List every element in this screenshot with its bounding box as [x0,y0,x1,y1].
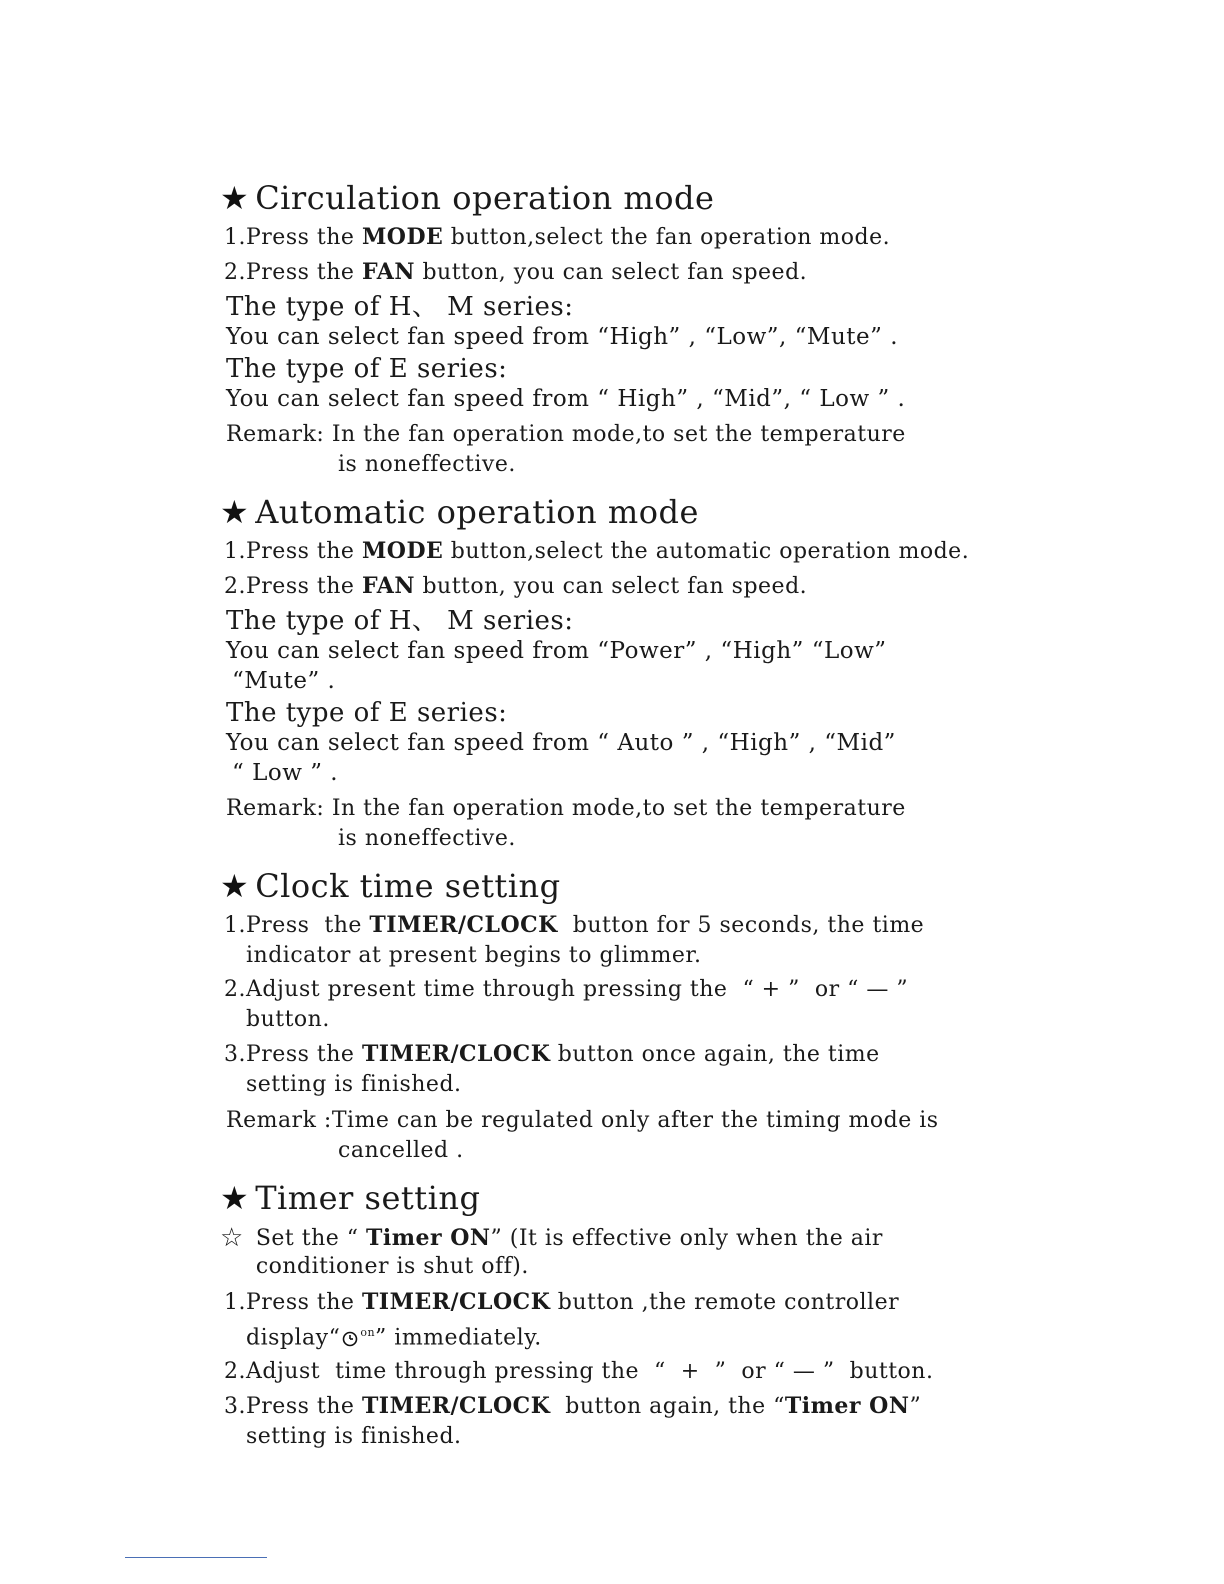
clock-heading [220,866,1000,906]
circulation-e-title: The type of E series: [226,354,508,384]
footer-divider [125,1557,267,1558]
circulation-e-text: You can select fan speed from “ High” , “Mid”, “ Low ” . [226,386,906,412]
automatic-step-1: 1.Press the MODE button,select the automatic operation mode. [224,538,970,564]
circulation-step-1: 1.Press the MODE button,select the fan operation mode. [224,224,891,250]
timer-heading [220,1178,1000,1218]
star-icon: ★ [220,493,250,531]
automatic-remark: Remark: In the fan operation mode,to set the temperature is noneffective. [226,796,906,851]
timer-step-3: 3.Press the TIMER/CLOCK button again, the “Timer ON” setting is finished. [224,1393,922,1450]
clock-step-2: 2.Adjust present time through pressing the “ + ” or “ — ” button. [224,977,909,1032]
hollow-star-icon: ☆ [220,1223,244,1253]
automatic-e-title: The type of E series: [226,698,508,728]
circulation-hm-title: The type of H、 M series: [226,292,574,322]
timer-on-note: ☆ Set the “ Timer ON” (It is effective only when the air conditioner is shut off). [220,1223,883,1279]
star-icon: ★ [220,867,250,905]
clock-step-3: 3.Press the TIMER/CLOCK button once again, the time setting is finished. [224,1041,880,1097]
timer-step-1: 1.Press the TIMER/CLOCK button ,the remote controller display“ $^{on}$” immediately. [224,1289,900,1351]
automatic-hm-title: The type of H、 M series: [226,606,574,636]
star-icon: ★ [220,179,250,217]
star-icon: ★ [220,1179,250,1217]
automatic-title: Automatic operation mode [255,493,699,531]
circulation-heading [220,178,1000,218]
clock-step-1: 1.Press the TIMER/CLOCK button for 5 seconds, the time indicator at present begins to glimmer. [224,912,925,968]
automatic-e-text: You can select fan speed from “ Auto ” , “High” , “Mid” “ Low ” . [226,730,896,786]
timer-step-2: 2.Adjust time through pressing the “ + ” or “ — ” button. [224,1359,934,1385]
automatic-heading [220,492,1000,532]
automatic-step-2: 2.Press the FAN button, you can select fan speed. [224,573,808,599]
automatic-hm-text: You can select fan speed from “Power” , “High” “Low” “Mute” . [226,638,887,694]
circulation-title: Circulation operation mode [255,179,715,217]
timer-title: Timer setting [255,1179,481,1217]
clock-title: Clock time setting [255,867,561,905]
clock-icon [341,1329,359,1347]
circulation-step-2: 2.Press the FAN button, you can select fan speed. [224,259,808,285]
circulation-hm-text: You can select fan speed from “High” , “Low”, “Mute” . [226,324,898,350]
manual-page [220,178,1000,1456]
clock-remark: Remark :Time can be regulated only after the timing mode is cancelled . [226,1108,939,1163]
circulation-remark: Remark: In the fan operation mode,to set the temperature is noneffective. [226,422,906,477]
